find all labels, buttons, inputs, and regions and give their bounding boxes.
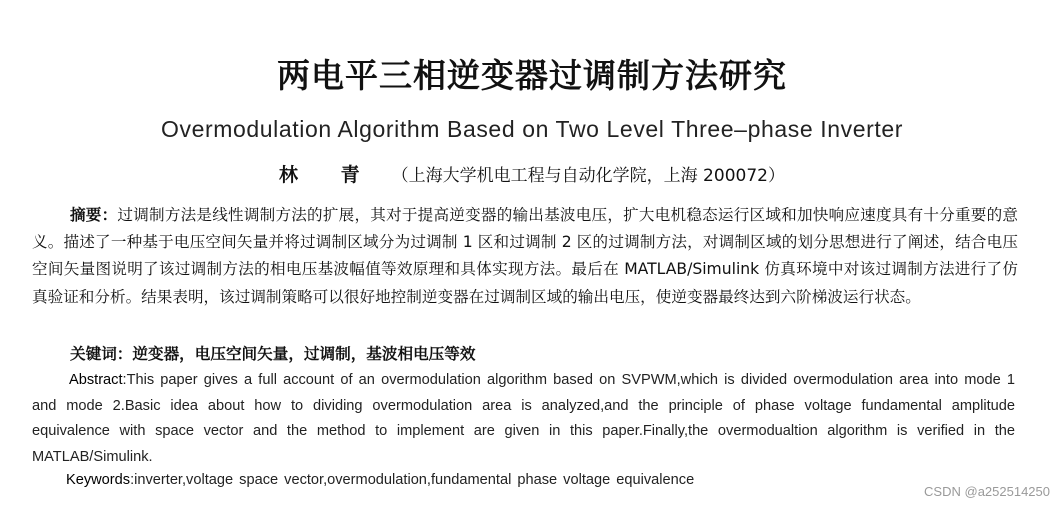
author-name: 林 青	[279, 164, 378, 186]
abstract-cn-label: 摘要：	[70, 206, 118, 224]
abstract-cn	[32, 202, 1018, 311]
paper-title-cn: 两电平三相逆变器过调制方法研究	[277, 56, 787, 95]
keywords-cn	[70, 342, 475, 364]
keywords-en-text: :inverter,voltage space vector,overmodulation,fundamental phase voltage equivalence	[130, 472, 695, 488]
abstract-en	[32, 368, 1015, 470]
keywords-cn-text: 逆变器，电压空间矢量，过调制，基波相电压等效	[132, 345, 476, 363]
keywords-cn-label: 关键词：	[70, 345, 133, 363]
paper-title-en: Overmodulation Algorithm Based on Two Level Three–phase Inverter	[160, 116, 903, 142]
csdn-watermark: CSDN @a252514250	[924, 484, 1050, 499]
abstract-cn-text: 过调制方法是线性调制方法的扩展，其对于提高逆变器的输出基波电压，扩大电机稳态运行区域和加快响应速度具有十分重要的意义。描述了一种基于电压空间矢量并将过调制区域分为过调制 1 区和过调制 2 区的过调制方法，对调制区域的划分思想进行了阐述，结合电压空间矢量图说明了该过调制方法的相电压基波幅值等效原理和具体实现方法。最后在 MATLAB/Simulink 仿真环境中对该过调制方法进行了仿真验证和分析。结果表明，该过调制策略可以很好地控制逆变器在过调制区域的输出电压，使逆变器最终达到六阶梯波运行状态。	[32, 206, 1018, 306]
abstract-en-text: :This paper gives a full account of an overmodulation algorithm based on SVPWM,which is divided overmodulation area into mode 1 and mode 2.Basic idea about how to dividing overmodulation area is analyzed,and the principle of phase voltage fundamental amplitude equivalence with space vector and the method to implement are given in this paper.Finally,the overmodualtion algorithm is verified in the MATLAB/Simulink.	[32, 372, 1015, 465]
abstract-en-label: Abstract	[69, 372, 123, 388]
keywords-en-label: Keywords	[66, 472, 131, 488]
author-line	[0, 160, 1064, 187]
author-affiliation: （上海大学机电工程与自动化学院，上海 200072）	[391, 166, 785, 186]
keywords-en	[66, 472, 694, 488]
